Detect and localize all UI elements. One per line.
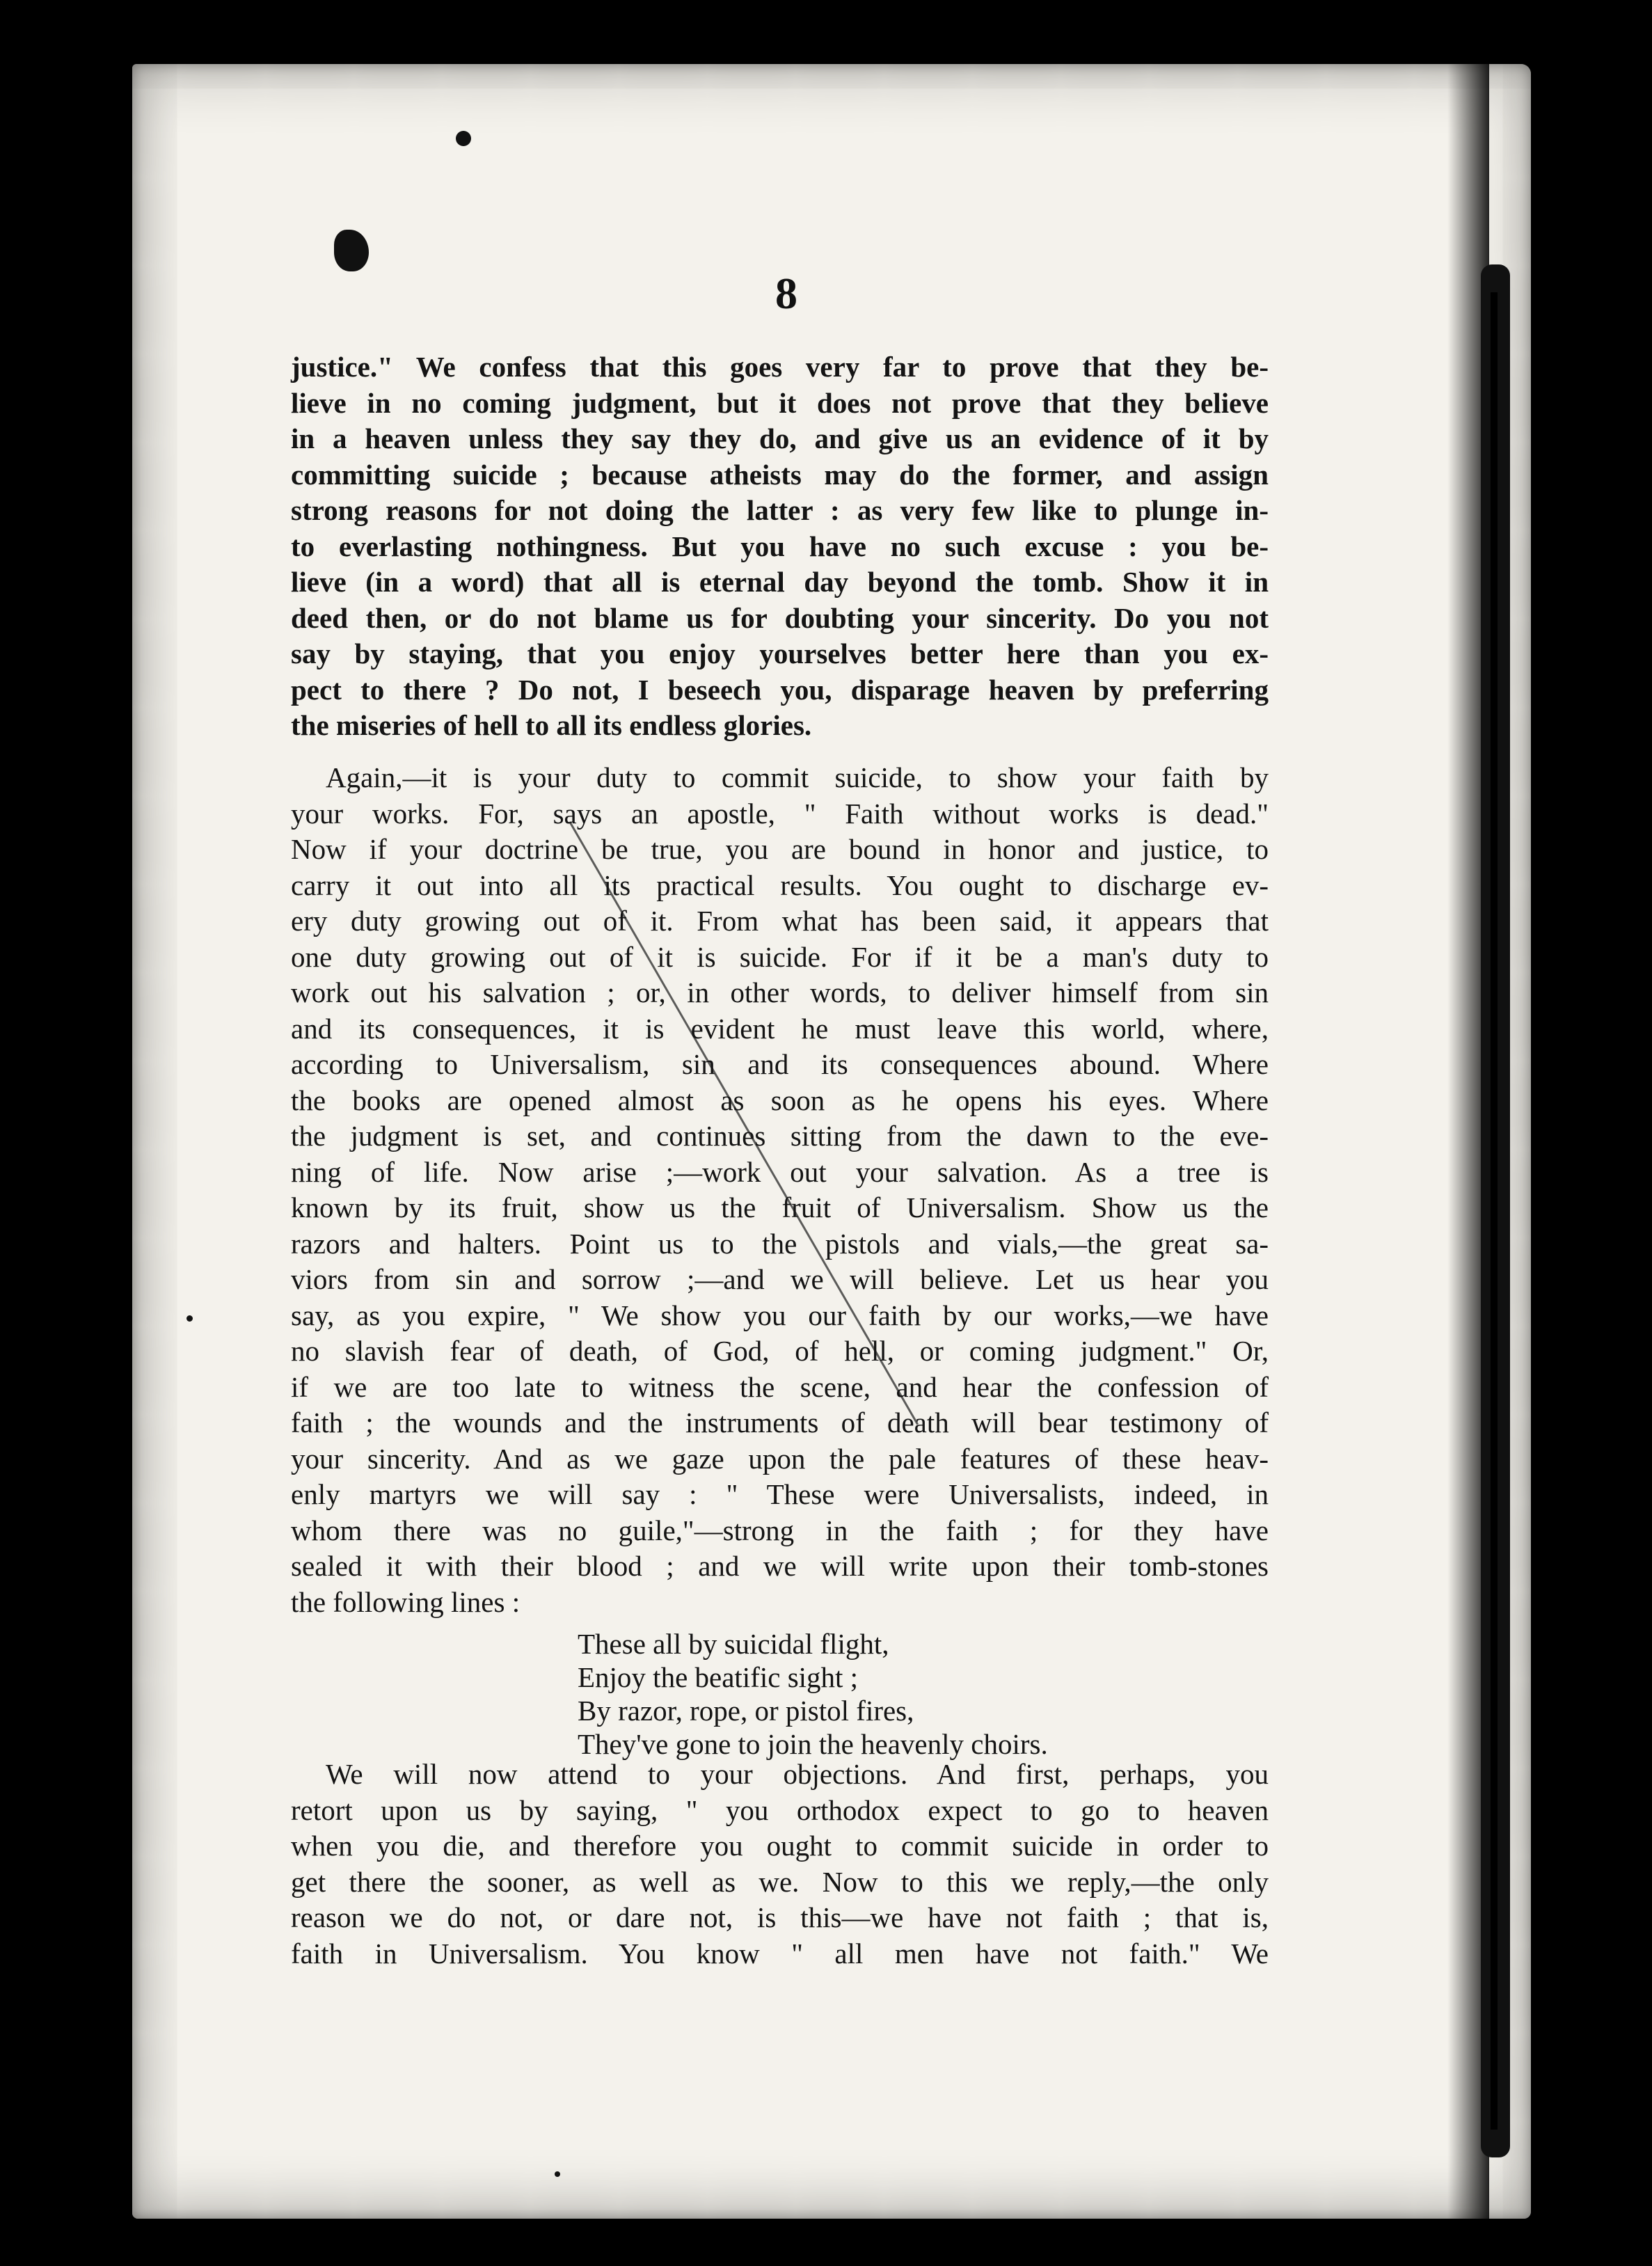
text-line: retort upon us by saying, " you orthodox expect to go to heaven <box>291 1793 1269 1826</box>
text-line: get there the sooner, as well as we. Now to this we reply,—the only <box>291 1865 1269 1898</box>
text-line: the miseries of hell to all its endless glories. <box>291 709 812 741</box>
text-line: enly martyrs we will say : " These were Universalists, indeed, in <box>291 1478 1269 1510</box>
text-line: and its consequences, it is evident he must leave this world, where, <box>291 1012 1269 1045</box>
text-line: faith ; the wounds and the instruments of death will bear testimony of <box>291 1407 1269 1439</box>
text-line: according to Universalism, sin and its consequences abound. Where <box>291 1048 1269 1080</box>
text-line: your works. For, says an apostle, " Faith without works is dead." <box>291 797 1269 830</box>
verse-stanza <box>578 1627 1048 1761</box>
paragraph-3 <box>291 1757 1269 1972</box>
ink-spot <box>555 2171 560 2177</box>
text-line: say by staying, that you enjoy yourselves better here than you ex- <box>291 637 1269 670</box>
text-line: deed then, or do not blame us for doubting your sincerity. Do you not <box>291 601 1269 634</box>
ink-spot <box>456 131 471 146</box>
text-line: the books are opened almost as soon as he opens his eyes. Where <box>291 1084 1269 1116</box>
binding-strip-inner <box>1491 292 1498 2130</box>
text-line: carry it out into all its practical results. You ought to discharge ev- <box>291 869 1269 901</box>
text-line: lieve in no coming judgment, but it does not prove that they believe <box>291 386 1269 419</box>
text-line: faith in Universalism. You know " all men have not faith." We <box>291 1937 1269 1970</box>
text-line: ery duty growing out of it. From what has been said, it appears that <box>291 905 1269 937</box>
text-line: Now if your doctrine be true, you are bound in honor and justice, to <box>291 833 1269 865</box>
text-line: say, as you expire, " We show you our faith by our works,—we have <box>291 1299 1269 1331</box>
text-line: justice." We confess that this goes very far to prove that they be- <box>291 351 1269 383</box>
text-line: whom there was no guile,"—strong in the faith ; for they have <box>291 1514 1269 1546</box>
text-line: strong reasons for not doing the latter : as very few like to plunge in- <box>291 494 1269 526</box>
page-number: 8 <box>775 269 797 318</box>
paragraph-2 <box>291 760 1269 1620</box>
text-line: We will now attend to your objections. And first, perhaps, you <box>326 1758 1269 1790</box>
text-line: committing suicide ; because atheists may do the former, and assign <box>291 458 1269 491</box>
text-line: one duty growing out of it is suicide. For if it be a man's duty to <box>291 940 1269 973</box>
text-line: viors from sin and sorrow ;—and we will believe. Let us hear you <box>291 1263 1269 1295</box>
paragraph-1 <box>291 349 1269 744</box>
verse-line: Enjoy the beatific sight ; <box>578 1661 859 1693</box>
text-line: the judgment is set, and continues sitting from the dawn to the eve- <box>291 1120 1269 1152</box>
text-line: no slavish fear of death, of God, of hell, or coming judgment." Or, <box>291 1335 1269 1367</box>
text-line: ning of life. Now arise ;—work out your salvation. As a tree is <box>291 1155 1269 1188</box>
text-line: the following lines : <box>291 1585 521 1618</box>
text-line: pect to there ? Do not, I beseech you, disparage heaven by preferring <box>291 673 1269 706</box>
text-line: Again,—it is your duty to commit suicide, to show your faith by <box>326 761 1269 793</box>
text-line: when you die, and therefore you ought to commit suicide in order to <box>291 1830 1269 1862</box>
text-line: work out his salvation ; or, in other words, to deliver himself from sin <box>291 976 1269 1008</box>
verse-line: By razor, rope, or pistol fires, <box>578 1695 914 1727</box>
text-line: if we are too late to witness the scene, and hear the confession of <box>291 1370 1269 1403</box>
text-line: razors and halters. Point us to the pistols and vials,—the great sa- <box>291 1227 1269 1260</box>
text-line: known by its fruit, show us the fruit of Universalism. Show us the <box>291 1191 1269 1223</box>
text-line: sealed it with their blood ; and we will write upon their tomb-stones <box>291 1550 1269 1582</box>
verse-line: These all by suicidal flight, <box>578 1628 889 1660</box>
text-line: reason we do not, or dare not, is this—we have not faith ; that is, <box>291 1901 1269 1933</box>
verse-line: They've gone to join the heavenly choirs. <box>578 1728 1048 1760</box>
text-line: lieve (in a word) that all is eternal day beyond the tomb. Show it in <box>291 566 1269 598</box>
text-line: in a heaven unless they say they do, and give us an evidence of it by <box>291 422 1269 454</box>
text-line: your sincerity. And as we gaze upon the pale features of these heav- <box>291 1442 1269 1475</box>
text-line: to everlasting nothingness. But you have no such excuse : you be- <box>291 530 1269 562</box>
ink-spot <box>186 1315 193 1322</box>
